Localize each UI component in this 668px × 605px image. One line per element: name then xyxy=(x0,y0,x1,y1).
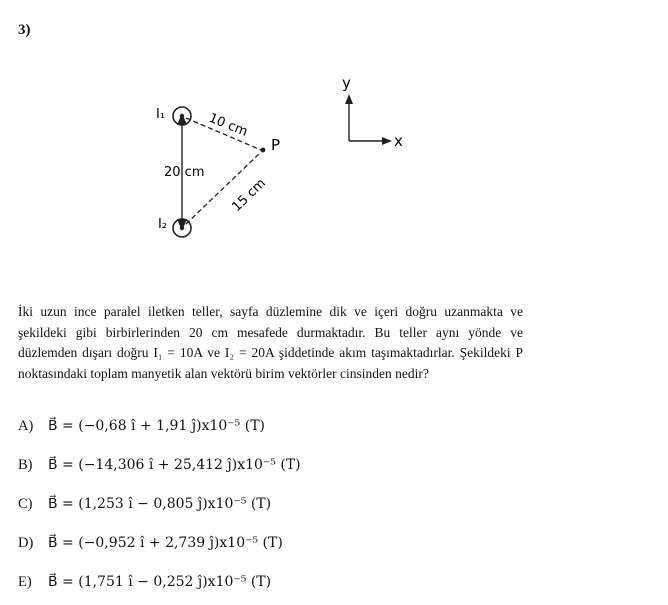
question-text: İki uzun ince paralel iletken teller, sayfa düzlemine dik ve içeri doğru uzanmakta ve şekildeki gibi birbirlerinden 20 cm mesafede durmaktadır. Bu teller aynı yönde ve düzlemden dışarı doğru I₁ = 10A ve I₂ = 20A şiddetinde akım taşımaktadırlar. Şekildeki P noktasındaki toplam manyetik alan vektörü birim vektörler cinsinden nedir? xyxy=(18,304,523,381)
option-d[interactable] xyxy=(18,535,283,552)
axes-icon xyxy=(345,94,392,145)
option-c-label: C) xyxy=(18,496,33,512)
option-c-expression: B⃗ = (1,253 î − 0,805 ĵ)x10⁻⁵ (T) xyxy=(48,496,272,512)
physics-figure xyxy=(0,0,668,290)
question-number: 3) xyxy=(18,22,31,38)
distance-w1-p-label: 10 cm xyxy=(206,110,250,140)
axis-x-label: x xyxy=(394,132,403,150)
option-b-label: B) xyxy=(18,457,33,473)
wire-1-label: I₁ xyxy=(156,107,166,122)
point-p xyxy=(261,148,266,153)
option-b[interactable] xyxy=(18,457,301,474)
option-e[interactable] xyxy=(18,574,271,591)
option-a-label: A) xyxy=(18,418,34,434)
point-p-label: P xyxy=(271,136,281,154)
option-e-label: E) xyxy=(18,574,32,590)
option-d-label: D) xyxy=(18,535,34,551)
option-a-expression: B⃗ = (−0,68 î + 1,91 ĵ)x10⁻⁵ (T) xyxy=(48,418,266,434)
option-a[interactable] xyxy=(18,418,265,435)
distance-wires-label: 20 cm xyxy=(164,165,205,180)
wire-2-label: I₂ xyxy=(158,217,168,232)
distance-w2-p-label: 15 cm xyxy=(229,175,269,215)
option-b-expression: B⃗ = (−14,306 î + 25,412 ĵ)x10⁻⁵ (T) xyxy=(48,457,301,473)
axis-y-label: y xyxy=(342,74,351,92)
option-c[interactable] xyxy=(18,496,271,513)
option-e-expression: B⃗ = (1,751 î − 0,252 ĵ)x10⁻⁵ (T) xyxy=(48,574,272,590)
option-d-expression: B⃗ = (−0,952 î + 2,739 ĵ)x10⁻⁵ (T) xyxy=(48,535,283,551)
